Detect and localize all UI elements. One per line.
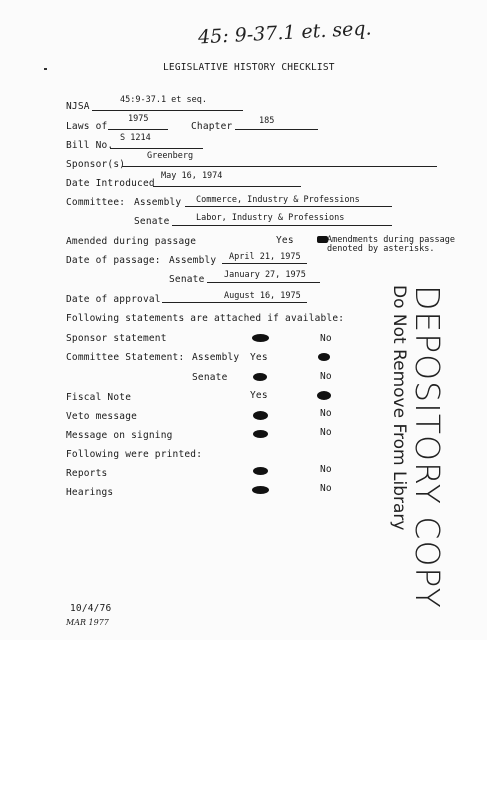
depository-stamp <box>389 285 445 609</box>
njsa-label: NJSA <box>66 101 90 112</box>
passage-senate-value: January 27, 1975 <box>224 270 306 280</box>
laws-label: Laws of <box>66 121 108 132</box>
attached-heading: Following statements are attached if available: <box>66 313 345 324</box>
bill-value: S 1214 <box>120 133 151 143</box>
hearings-yes-blot <box>252 486 269 494</box>
committee-statement-label: Committee Statement: <box>66 352 185 363</box>
laws-rule <box>108 129 168 130</box>
committee-senate-label: Senate <box>134 216 170 227</box>
chapter-label: Chapter <box>191 121 233 132</box>
reports-value: No <box>320 464 332 475</box>
message-signing-yes-blot <box>253 430 268 438</box>
sponsor-label: Sponsor(s) <box>66 159 126 170</box>
chapter-value: 185 <box>259 116 275 126</box>
stamp-line-2: Do Not Remove From Library <box>389 285 409 531</box>
sponsor-statement-value: No <box>320 333 332 344</box>
message-signing-label: Message on signing <box>66 430 173 441</box>
hearings-label: Hearings <box>66 487 114 498</box>
veto-message-label: Veto message <box>66 411 138 422</box>
introduced-value: May 16, 1974 <box>161 171 223 181</box>
handwritten-citation: 45: 9-37.1 et. seq. <box>197 17 373 49</box>
passage-assembly-value: April 21, 1975 <box>229 252 301 262</box>
reports-yes-blot <box>253 467 268 475</box>
passage-senate-label: Senate <box>169 274 205 285</box>
committee-assembly-label: Assembly <box>134 197 182 208</box>
introduced-rule <box>153 186 301 187</box>
amended-value: Yes <box>276 235 294 246</box>
assembly-committee-rule <box>185 206 392 207</box>
committee-senate-yes-blot <box>253 373 267 381</box>
veto-message-yes-blot <box>253 411 268 420</box>
committee-label: Committee: <box>66 197 126 208</box>
introduced-label: Date Introduced <box>66 178 155 189</box>
committee-assembly-no-blot <box>318 353 330 361</box>
amended-label: Amended during passage <box>66 236 197 247</box>
bill-label: Bill No. <box>66 140 114 151</box>
passage-assembly-rule <box>222 263 307 264</box>
senate-committee-value: Labor, Industry & Professions <box>196 213 345 223</box>
fiscal-note-no-blot <box>317 391 331 400</box>
stamp-line-1: DEPOSITORY COPY <box>408 285 447 609</box>
bill-rule <box>110 148 203 149</box>
sponsor-statement-label: Sponsor statement <box>66 333 167 344</box>
amended-note-1: Amendments during passage <box>327 235 455 245</box>
veto-message-value: No <box>320 408 332 419</box>
hearings-value: No <box>320 483 332 494</box>
approval-value: August 16, 1975 <box>224 291 301 301</box>
committee-statement-senate-label: Senate <box>192 372 228 383</box>
passage-assembly-label: Assembly <box>169 255 217 266</box>
senate-committee-rule <box>172 225 392 226</box>
committee-statement-assembly-value: Yes <box>250 352 268 363</box>
committee-statement-assembly-label: Assembly <box>192 352 240 363</box>
assembly-committee-value: Commerce, Industry & Professions <box>196 195 360 205</box>
fiscal-note-value: Yes <box>250 390 268 401</box>
reports-label: Reports <box>66 468 108 479</box>
footer-date: 10/4/76 <box>70 603 112 614</box>
chapter-rule <box>235 129 318 130</box>
sponsor-statement-yes-blot <box>252 334 269 342</box>
passage-label: Date of passage: <box>66 255 161 266</box>
njsa-rule <box>92 110 243 111</box>
njsa-value: 45:9-37.1 et seq. <box>120 95 207 105</box>
committee-statement-senate-value: No <box>320 371 332 382</box>
message-signing-value: No <box>320 427 332 438</box>
printed-heading: Following were printed: <box>66 449 203 460</box>
approval-rule <box>162 302 307 303</box>
page-title: LEGISLATIVE HISTORY CHECKLIST <box>163 62 335 73</box>
footer-initials: MAR 1977 <box>66 618 109 627</box>
sponsor-value: Greenberg <box>147 151 194 161</box>
amended-note-2: denoted by asterisks. <box>327 244 435 254</box>
approval-label: Date of approval <box>66 294 161 305</box>
sponsor-rule <box>122 166 437 167</box>
speck-mark <box>44 68 47 70</box>
passage-senate-rule <box>207 282 320 283</box>
fiscal-note-label: Fiscal Note <box>66 392 132 403</box>
laws-value: 1975 <box>128 114 149 124</box>
